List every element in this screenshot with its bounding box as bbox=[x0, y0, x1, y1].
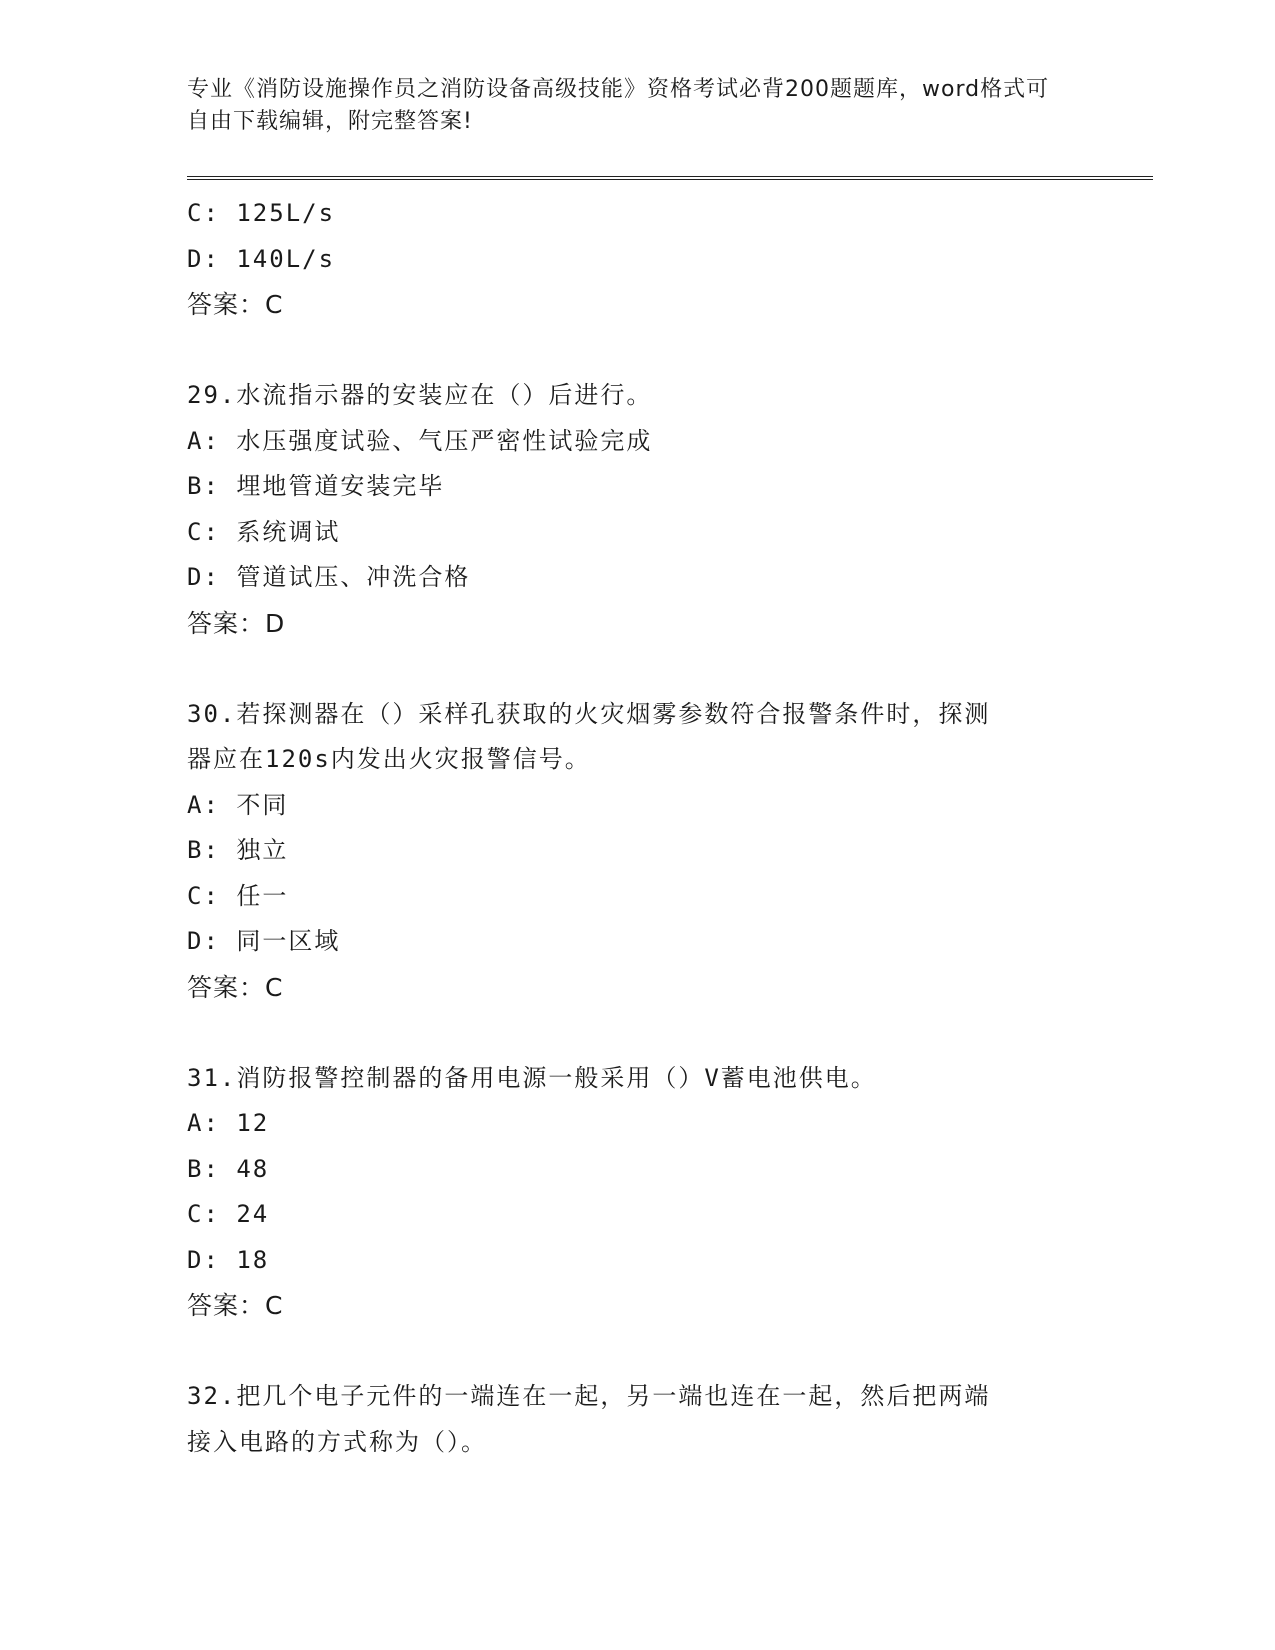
question-list bbox=[187, 191, 1087, 1465]
question-stem-line-2: 接入电路的方式称为（）。 bbox=[187, 1427, 487, 1456]
question-stem-line-1: 30.若探测器在（）采样孔获取的火灾烟雾参数符合报警条件时，探测 bbox=[187, 699, 991, 728]
question-stem: 29.水流指示器的安装应在（）后进行。 bbox=[187, 381, 653, 409]
option-d: D: 140L/s bbox=[187, 244, 336, 273]
spacer bbox=[187, 328, 1087, 374]
option-c: C: 系统调试 bbox=[187, 517, 341, 546]
document-header: 专业《消防设施操作员之消防设备高级技能》资格考试必背200题题库，word格式可自由下载编辑，附完整答案! bbox=[187, 77, 1050, 134]
answer-line: 答案：C bbox=[187, 290, 284, 319]
option-a: A: 12 bbox=[187, 1109, 270, 1137]
option-c: C: 24 bbox=[187, 1200, 270, 1228]
question-29 bbox=[187, 373, 1087, 646]
option-a: A: 不同 bbox=[187, 790, 289, 819]
option-b: B: 48 bbox=[187, 1154, 270, 1183]
question-28-tail bbox=[187, 191, 1087, 328]
spacer bbox=[187, 1010, 1087, 1056]
option-d: D: 管道试压、冲洗合格 bbox=[187, 563, 471, 591]
question-stem-line-2: 器应在120s内发出火灾报警信号。 bbox=[187, 745, 591, 773]
question-31 bbox=[187, 1056, 1087, 1329]
answer-line: 答案：C bbox=[187, 1291, 284, 1320]
option-b: B: 独立 bbox=[187, 836, 289, 864]
answer-line: 答案：C bbox=[187, 972, 284, 1002]
option-d: D: 同一区域 bbox=[187, 927, 341, 955]
question-30 bbox=[187, 692, 1087, 1011]
option-b: B: 埋地管道安装完毕 bbox=[187, 472, 445, 500]
option-c: C: 任一 bbox=[187, 881, 289, 910]
header-divider bbox=[187, 176, 1153, 180]
option-c: C: 125L/s bbox=[187, 199, 336, 227]
question-stem-line-1: 32.把几个电子元件的一端连在一起，另一端也连在一起，然后把两端 bbox=[187, 1382, 991, 1410]
spacer bbox=[187, 646, 1087, 692]
option-a: A: 水压强度试验、气压严密性试验完成 bbox=[187, 426, 653, 455]
question-stem: 31.消防报警控制器的备用电源一般采用（）V蓄电池供电。 bbox=[187, 1063, 877, 1092]
question-32 bbox=[187, 1374, 1087, 1465]
answer-line: 答案：D bbox=[187, 608, 286, 638]
spacer bbox=[187, 1329, 1087, 1375]
option-d: D: 18 bbox=[187, 1245, 270, 1274]
